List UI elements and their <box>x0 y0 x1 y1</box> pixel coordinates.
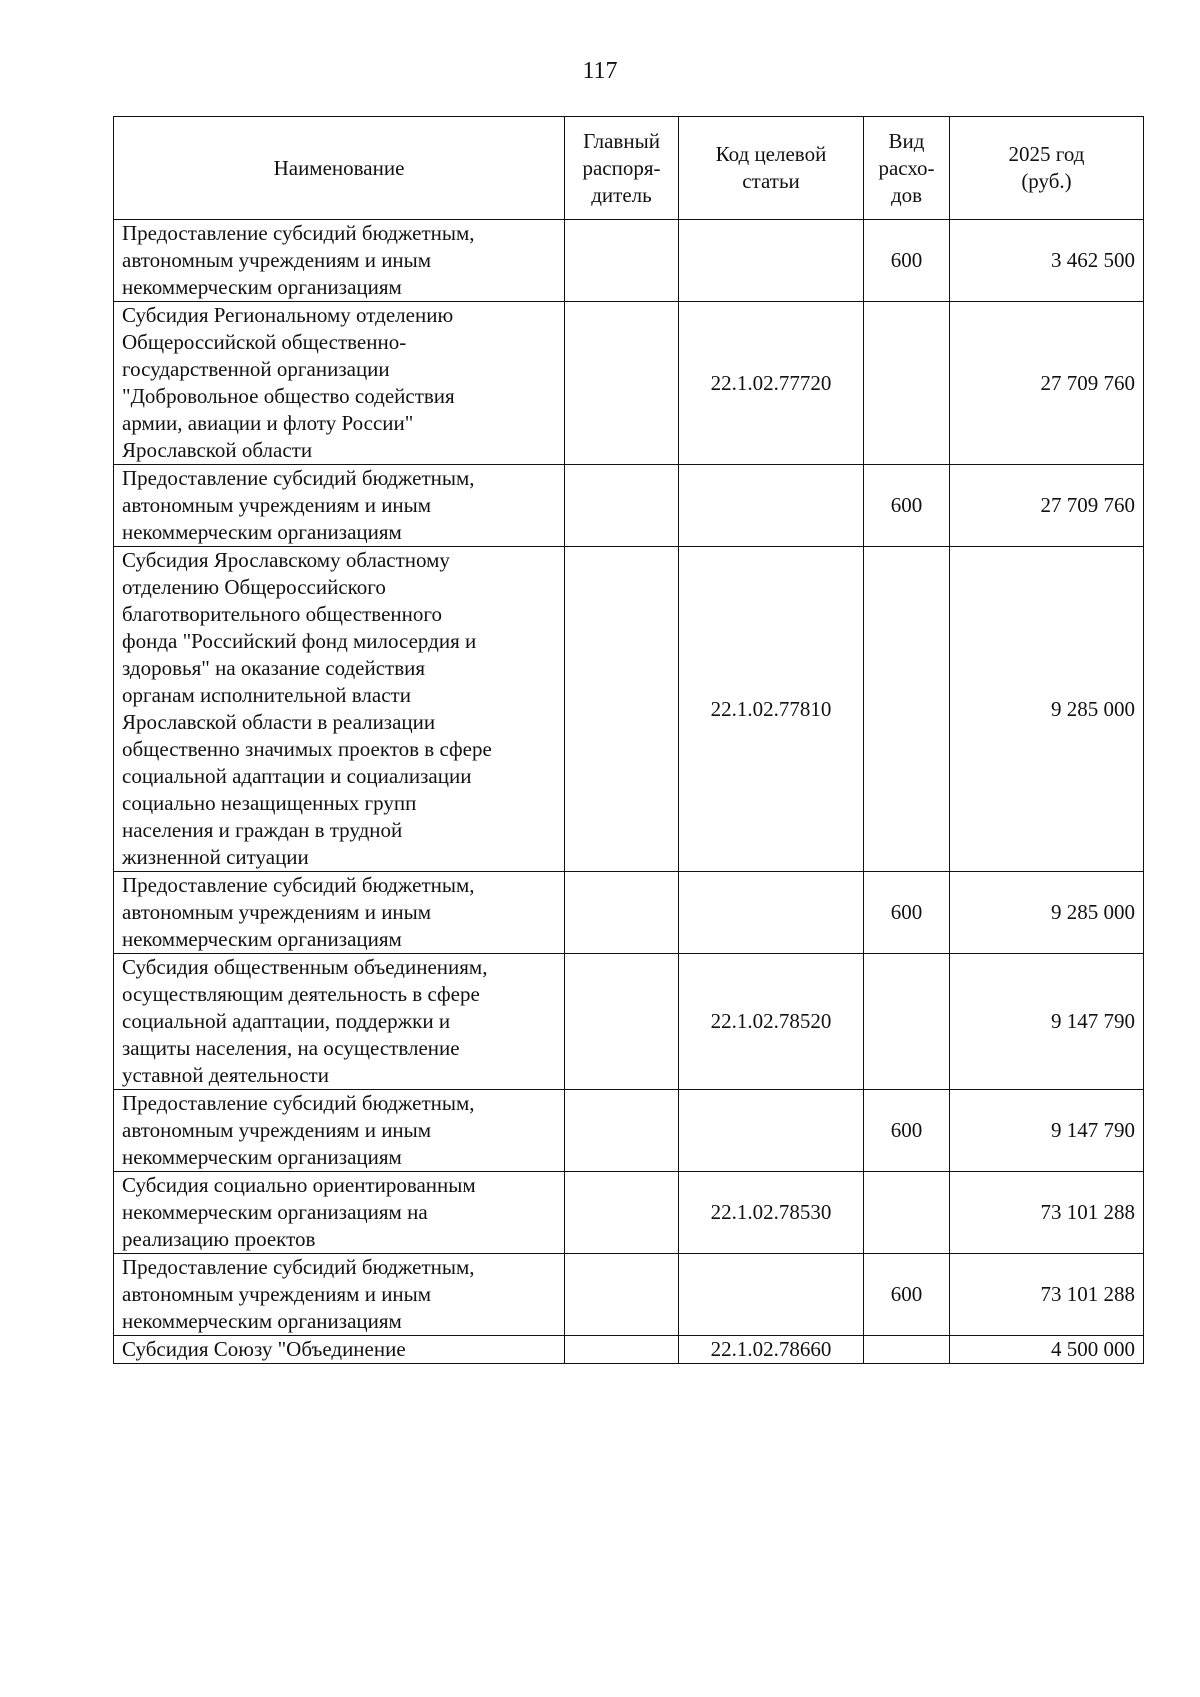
cell-admin <box>565 1090 679 1172</box>
cell-amount: 73 101 288 <box>950 1254 1144 1336</box>
cell-code <box>679 1090 864 1172</box>
table-row <box>114 220 1144 302</box>
cell-name: Предоставление субсидий бюджетным, автономным учреждениям и иным некоммерческим организациям <box>114 220 565 302</box>
table-row <box>114 1172 1144 1254</box>
cell-amount: 9 147 790 <box>950 954 1144 1090</box>
cell-code: 22.1.02.77720 <box>679 302 864 465</box>
cell-admin <box>565 547 679 872</box>
cell-amount: 73 101 288 <box>950 1172 1144 1254</box>
budget-table <box>113 116 1144 1364</box>
cell-name: Субсидия Ярославскому областному отделению Общероссийского благотворительного общественного фонда "Российский фонд милосердия и здоровья" на оказание содействия органам исполнительной власти Ярославской области в реализации общественно значимых проектов в сфере социальной адаптации и социализации социально незащищенных групп населения и граждан в трудной жизненной ситуации <box>114 547 565 872</box>
table-row <box>114 465 1144 547</box>
cell-type: 600 <box>864 1254 950 1336</box>
cell-amount: 9 285 000 <box>950 547 1144 872</box>
cell-type <box>864 547 950 872</box>
cell-code <box>679 220 864 302</box>
cell-type: 600 <box>864 872 950 954</box>
cell-admin <box>565 465 679 547</box>
header-name: Наименование <box>114 117 565 220</box>
table-header-row <box>114 117 1144 220</box>
cell-admin <box>565 1172 679 1254</box>
cell-amount: 27 709 760 <box>950 465 1144 547</box>
page-number: 117 <box>582 58 618 84</box>
cell-type <box>864 954 950 1090</box>
cell-name: Предоставление субсидий бюджетным, автономным учреждениям и иным некоммерческим организациям <box>114 872 565 954</box>
cell-type: 600 <box>864 220 950 302</box>
cell-code: 22.1.02.78530 <box>679 1172 864 1254</box>
table-row <box>114 1336 1144 1364</box>
cell-name: Субсидия социально ориентированным некоммерческим организациям на реализацию проектов <box>114 1172 565 1254</box>
cell-admin <box>565 302 679 465</box>
cell-type <box>864 1172 950 1254</box>
cell-type: 600 <box>864 1090 950 1172</box>
cell-admin <box>565 954 679 1090</box>
cell-name: Предоставление субсидий бюджетным, автономным учреждениям и иным некоммерческим организациям <box>114 1254 565 1336</box>
cell-code: 22.1.02.78520 <box>679 954 864 1090</box>
header-type: Вид расхо- дов <box>864 117 950 220</box>
cell-admin <box>565 872 679 954</box>
cell-amount: 3 462 500 <box>950 220 1144 302</box>
cell-name: Субсидия Союзу "Объединение <box>114 1336 565 1364</box>
cell-type <box>864 302 950 465</box>
cell-admin <box>565 220 679 302</box>
table-row <box>114 302 1144 465</box>
table-row <box>114 954 1144 1090</box>
table-row <box>114 1254 1144 1336</box>
cell-type <box>864 1336 950 1364</box>
table-row <box>114 872 1144 954</box>
cell-name: Предоставление субсидий бюджетным, автономным учреждениям и иным некоммерческим организациям <box>114 465 565 547</box>
cell-amount: 9 285 000 <box>950 872 1144 954</box>
cell-name: Субсидия Региональному отделению Общероссийской общественно- государственной организации "Добровольное общество содействия армии, авиации и флоту России" Ярославской области <box>114 302 565 465</box>
cell-code <box>679 872 864 954</box>
cell-code: 22.1.02.77810 <box>679 547 864 872</box>
table-body <box>114 220 1144 1364</box>
table-row <box>114 547 1144 872</box>
cell-amount: 27 709 760 <box>950 302 1144 465</box>
cell-code <box>679 1254 864 1336</box>
header-code: Код целевой статьи <box>679 117 864 220</box>
cell-name: Субсидия общественным объединениям, осуществляющим деятельность в сфере социальной адаптации, поддержки и защиты населения, на осуществление уставной деятельности <box>114 954 565 1090</box>
cell-name: Предоставление субсидий бюджетным, автономным учреждениям и иным некоммерческим организациям <box>114 1090 565 1172</box>
cell-type: 600 <box>864 465 950 547</box>
cell-amount: 4 500 000 <box>950 1336 1144 1364</box>
cell-amount: 9 147 790 <box>950 1090 1144 1172</box>
table-row <box>114 1090 1144 1172</box>
header-admin: Главный распоря- дитель <box>565 117 679 220</box>
cell-admin <box>565 1336 679 1364</box>
header-amount: 2025 год (руб.) <box>950 117 1144 220</box>
cell-code: 22.1.02.78660 <box>679 1336 864 1364</box>
cell-code <box>679 465 864 547</box>
cell-admin <box>565 1254 679 1336</box>
